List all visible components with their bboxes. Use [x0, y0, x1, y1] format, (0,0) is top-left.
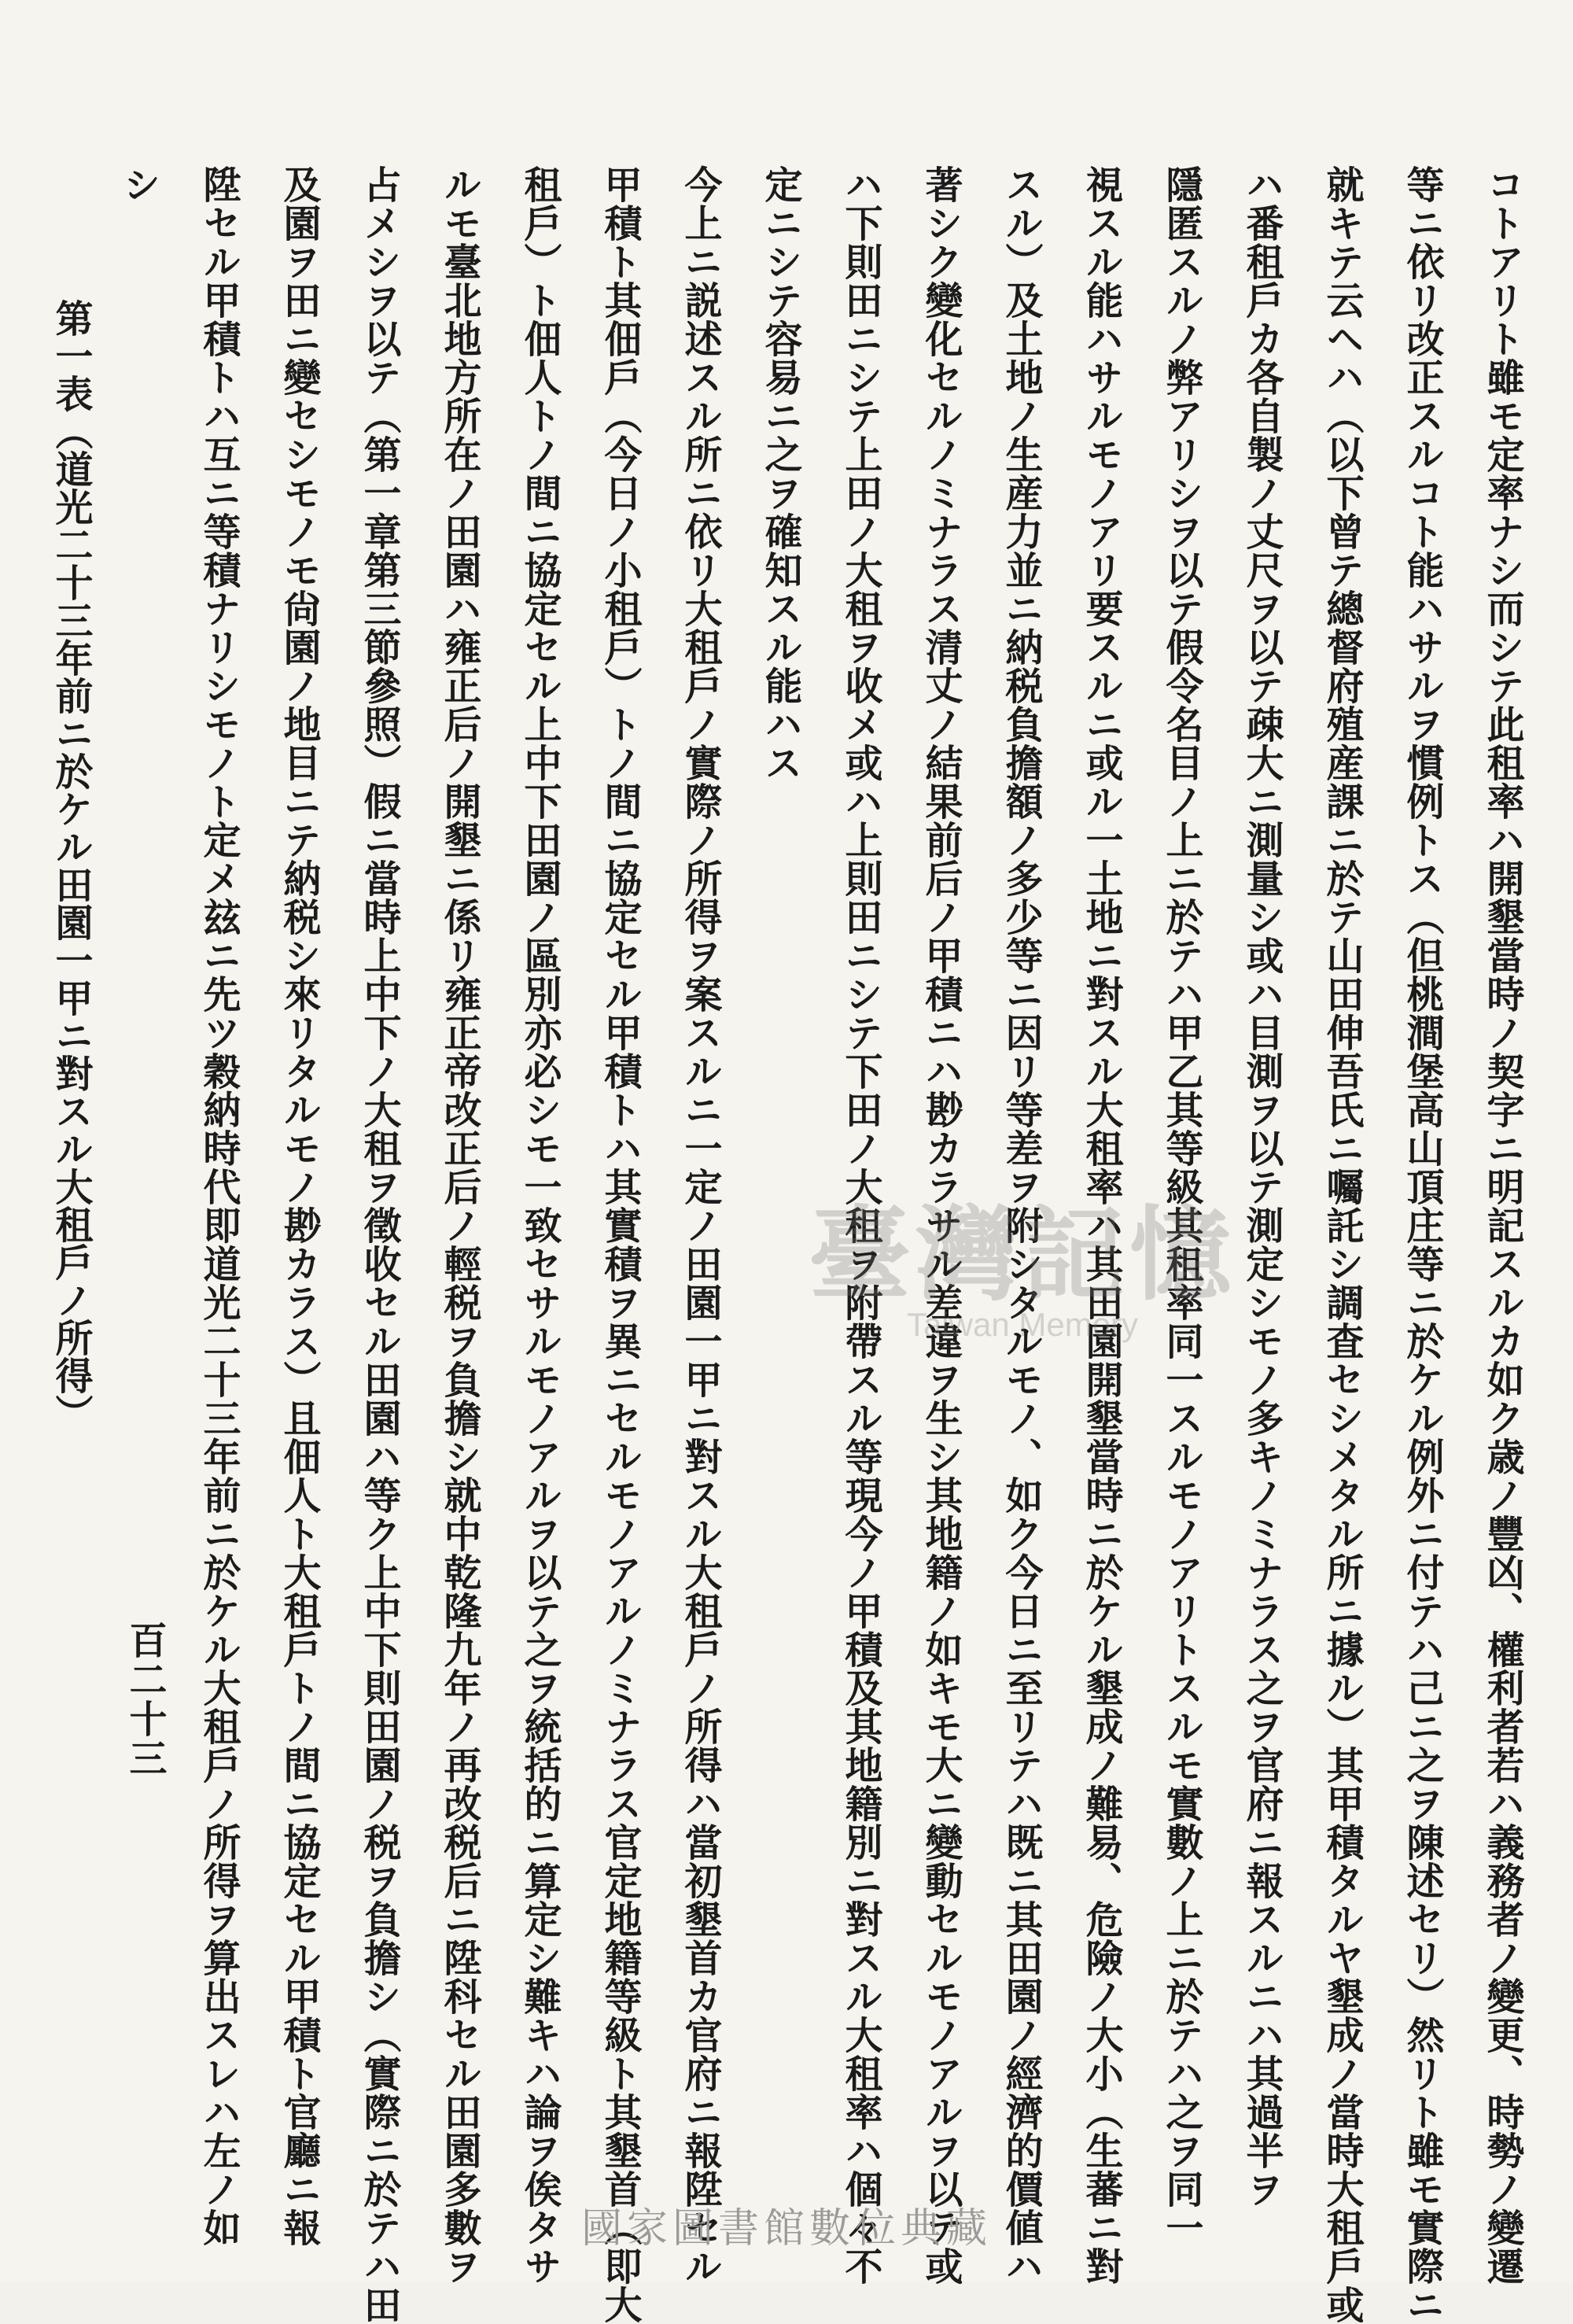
- text-column-11: 今上ニ説述スル所ニ依リ大租戶ノ實際ノ所得ヲ案スルニ一定ノ田園一甲ニ對スル大租戶ノ所得ハ當初墾首カ官府ニ報陞セル: [678, 165, 722, 2285]
- text-column-17: 陞セル甲積トハ互ニ等積ナリシモノト定メ玆ニ先ツ穀納時代即道光二十三年前ニ於ケル大租戶ノ所得ヲ算出スレハ左ノ如: [197, 165, 241, 2247]
- text-column-15: 占メシヲ以テ（第一章第三節參照）假ニ當時上中下ノ大租ヲ徵收セル田園ハ等ク上中下則田園ノ税ヲ負擔シ（實際ニ於テハ田: [357, 165, 401, 2324]
- text-column-6: 視スル能ハサルモノアリ要スルニ或ル一土地ニ對スル大租率ハ其田園開墾當時ニ於ケル墾成ノ難易、危險ノ大小（生蕃ニ對: [1079, 165, 1123, 2285]
- text-column-16: 及園ヲ田ニ變セシモノモ尙園ノ地目ニテ納税シ來リタルモノ尠カラス）且佃人ト大租戶トノ間ニ協定セル甲積ト官廳ニ報: [277, 165, 321, 2247]
- text-column-18: シ: [116, 165, 160, 204]
- text-column-12: 甲積ト其佃戶（今日ノ小租戶）トノ間ニ協定セル甲積トハ其實積ヲ異ニセルモノアルノミナラス官定地籍等級ト其墾首（即大: [598, 165, 642, 2324]
- table-title: 第一表（道光二十三年前ニ於ケル田園一甲ニ對スル大租戶ノ所得）: [49, 299, 93, 1432]
- text-column-13: 租戶）ト佃人トノ間ニ協定セル上中下田園ノ區別亦必シモ一致セサルモノアルヲ以テ之ヲ統括的ニ算定シ難キハ論ヲ俟タサ: [518, 165, 562, 2285]
- text-column-3: 就キテ云ヘハ（以下曾テ總督府殖産課ニ於テ山田伸吾氏ニ囑託シ調査セシメタル所ニ據ル）其甲積タルヤ墾成ノ當時大租戶或: [1320, 165, 1364, 2324]
- text-column-1: コトアリト雖モ定率ナシ而シテ此租率ハ開墾當時ノ契字ニ明記スルカ如ク歳ノ豐凶、權利者若ハ義務者ノ變更、時勢ノ變遷: [1480, 165, 1524, 2285]
- text-column-2: 等ニ依リ改正スルコト能ハサルヲ慣例トス（但桃澗堡高山頂庄等ニ於ケル例外ニ付テハ己ニ之ヲ陳述セリ）然リト雖モ實際ニ: [1400, 165, 1444, 2324]
- watermark-logo: 臺灣記憶: [808, 1194, 1236, 1315]
- text-column-7: スル）及土地ノ生産力並ニ納税負擔額ノ多少等ニ因リ等差ヲ附シタルモノ、如ク今日ニ至リテハ既ニ其田園ノ經濟的價値ハ: [999, 165, 1043, 2285]
- text-column-9: ハ下則田ニシテ上田ノ大租ヲ收メ或ハ上則田ニシテ下田ノ大租ヲ附帶スル等現今ノ甲積及其地籍別ニ對スル大租率ハ個々不: [838, 165, 882, 2285]
- watermark: [779, 1196, 1266, 1385]
- page-number: 百二十三: [123, 1621, 167, 1778]
- text-column-8: 著シク變化セルノミナラス清丈ノ結果前后ノ甲積ニハ尠カラサル差違ヲ生シ其地籍ノ如キモ大ニ變動セルモノアルヲ以テ或: [919, 165, 963, 2285]
- footer-collection-label: 國家圖書館數位典藏: [580, 2205, 992, 2252]
- watermark-english: Taiwan Memory: [906, 1306, 1139, 1343]
- text-column-4: ハ番租戶カ各自製ノ丈尺ヲ以テ疎大ニ測量シ或ハ目測ヲ以テ測定シモノ多キノミナラス之ヲ官府ニ報スルニハ其過半ヲ: [1240, 165, 1284, 2208]
- text-column-10: 定ニシテ容易ニ之ヲ確知スル能ハス: [758, 165, 802, 782]
- text-column-14: ルモ臺北地方所在ノ田園ハ雍正后ノ開墾ニ係リ雍正帝改正后ノ輕税ヲ負擔シ就中乾隆九年ノ再改税后ニ陞科セル田園多數ヲ: [437, 165, 481, 2285]
- text-column-5: 隱匿スルノ弊アリシヲ以テ假令名目ノ上ニ於テハ甲乙其等級其租率同一スルモノアリトスルモ實數ノ上ニ於テハ之ヲ同一: [1159, 165, 1203, 2247]
